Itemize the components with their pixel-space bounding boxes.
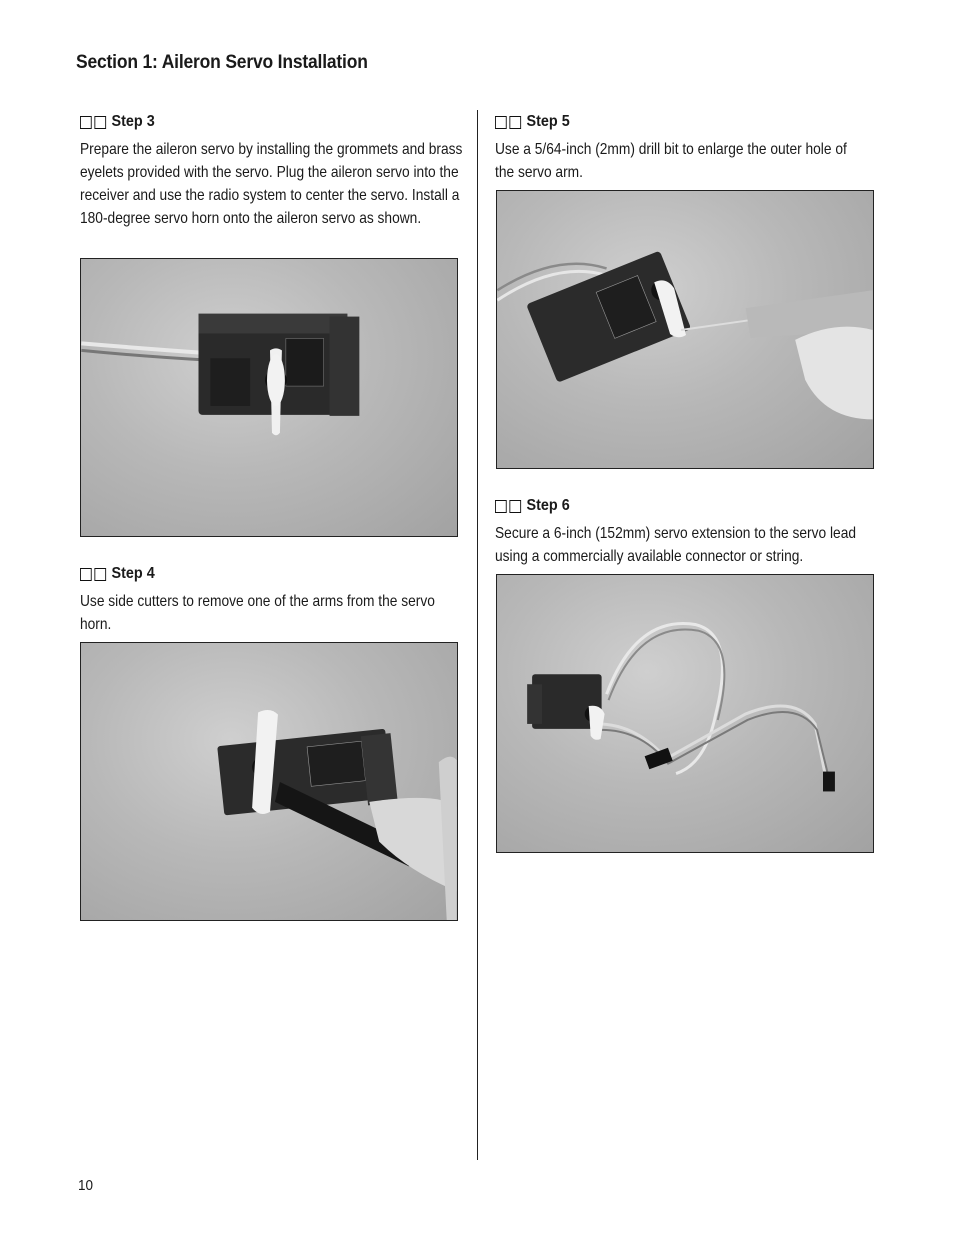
step-4-heading (80, 564, 458, 584)
checkbox-icon (509, 500, 521, 513)
drill-bit-image (497, 191, 873, 468)
step-6-heading (495, 496, 887, 516)
servo-horn-image (81, 259, 457, 536)
checkbox-icon (94, 116, 106, 129)
step-3 (80, 112, 525, 230)
checkbox-icon (80, 568, 92, 581)
step-5 (495, 112, 930, 184)
section-title: Section 1: Aileron Servo Installation (76, 52, 368, 73)
checkbox-icon (495, 116, 507, 129)
step-5-photo (496, 190, 874, 469)
step-5-text: Use a 5/64-inch (2mm) drill bit to enlarge the outer hole of the servo arm. (495, 141, 847, 181)
checkbox-icon (509, 116, 521, 129)
side-cutters-image (81, 643, 457, 920)
step-3-label: Step 3 (111, 113, 155, 130)
checkbox-icon (495, 500, 507, 513)
step-4-label: Step 4 (111, 565, 155, 582)
step-6-label: Step 6 (526, 497, 570, 514)
step-5-heading (495, 112, 887, 132)
checkbox-icon (94, 568, 106, 581)
step-4-photo (80, 642, 458, 921)
step-4-text: Use side cutters to remove one of the arms from the servo horn. (80, 593, 435, 633)
step-4 (80, 564, 500, 636)
step-3-text: Prepare the aileron servo by installing the grommets and brass eyelets provided with the servo. Plug the aileron servo into the receiver and use the radio system to center the servo. Install a 180-degree servo horn onto the aileron servo as shown. (80, 141, 463, 227)
step-3-photo (80, 258, 458, 537)
step-6-photo (496, 574, 874, 853)
servo-extension-image (497, 575, 873, 852)
step-6-text: Secure a 6-inch (152mm) servo extension to the servo lead using a commercially available connector or string. (495, 525, 856, 565)
step-5-label: Step 5 (526, 113, 570, 130)
page-number: 10 (78, 1177, 94, 1194)
step-3-heading (80, 112, 481, 132)
step-6 (495, 496, 930, 568)
checkbox-icon (80, 116, 92, 129)
